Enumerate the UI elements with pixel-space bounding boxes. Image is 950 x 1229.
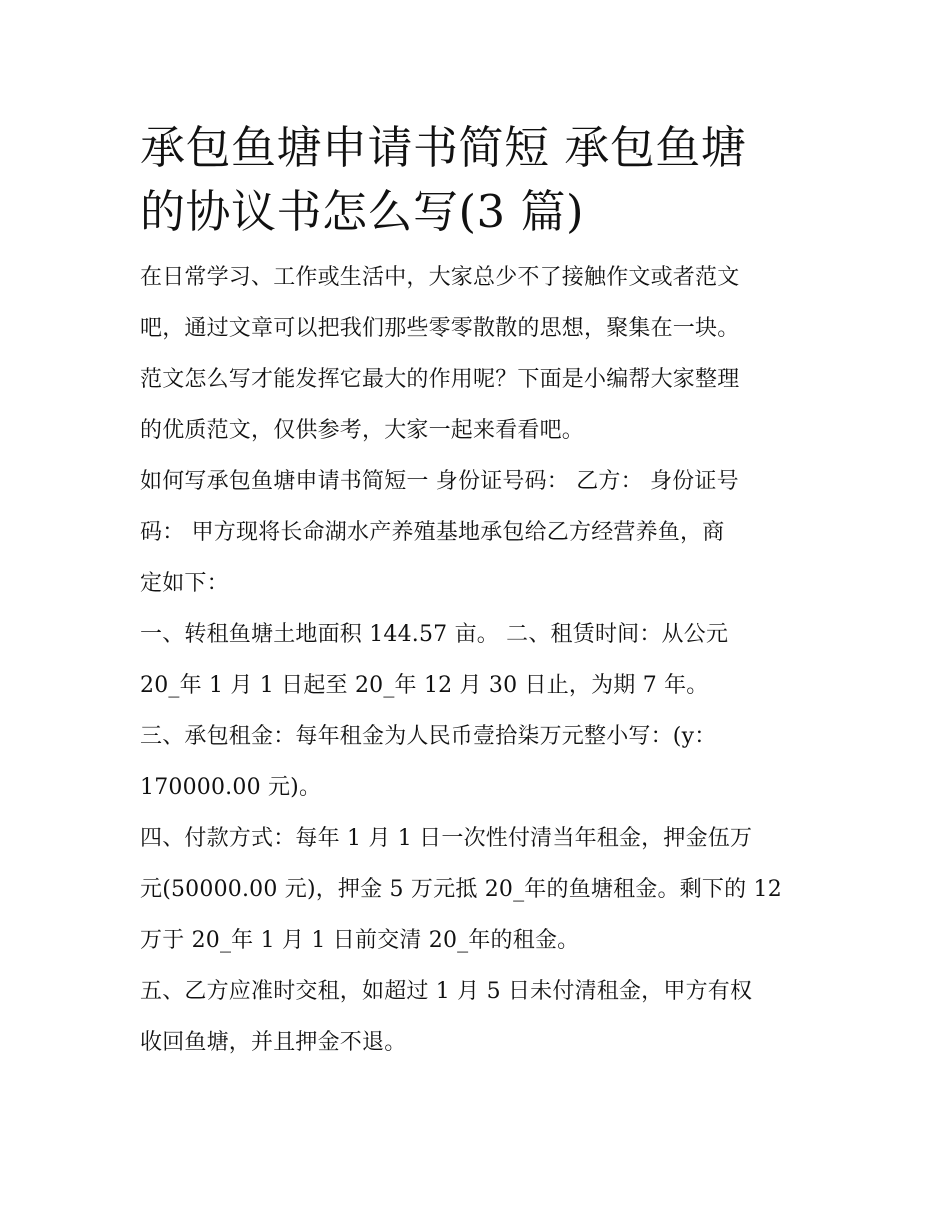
intro-paragraph (140, 252, 820, 456)
text-line: 范文怎么写才能发挥它最大的作用呢？下面是小编帮大家整理 (140, 367, 740, 392)
text-line: 如何写承包鱼塘申请书简短一 身份证号码： 乙方： 身份证号 (140, 469, 739, 494)
document-body (140, 116, 820, 1068)
text-line: 码： 甲方现将长命湖水产养殖基地承包给乙方经营养鱼，商 (140, 520, 725, 545)
text-line: 元(50000.00 元)，押金 5 万元抵 20_年的鱼塘租金。剩下的 12 (140, 877, 782, 902)
text-line: 四、付款方式：每年 1 月 1 日一次性付清当年租金，押金伍万 (140, 826, 753, 851)
text-line: 吧，通过文章可以把我们那些零零散散的思想，聚集在一块。 (140, 316, 740, 341)
text-line: 三、承包租金：每年租金为人民币壹拾柒万元整小写：(y： (140, 724, 717, 749)
clause-late-payment (140, 966, 820, 1068)
clause-rent (140, 711, 820, 813)
clause-payment (140, 813, 820, 966)
text-line: 在日常学习、工作或生活中，大家总少不了接触作文或者范文 (140, 265, 740, 290)
text-line: 20_年 1 月 1 日起至 20_年 12 月 30 日止，为期 7 年。 (140, 673, 709, 698)
title-line: 承包鱼塘申请书简短 承包鱼塘 (140, 121, 747, 174)
text-line: 收回鱼塘，并且押金不退。 (140, 1030, 407, 1055)
text-line: 定如下： (140, 571, 229, 596)
text-line: 五、乙方应准时交租，如超过 1 月 5 日未付清租金，甲方有权 (140, 979, 753, 1004)
title-line: 的协议书怎么写(3 篇) (140, 185, 585, 238)
contract-intro-paragraph (140, 456, 820, 609)
document-title (140, 116, 820, 244)
text-line: 170000.00 元)。 (140, 775, 322, 800)
text-line: 的优质范文，仅供参考，大家一起来看看吧。 (140, 418, 585, 443)
clause-area-term (140, 609, 820, 711)
text-line: 万于 20_年 1 月 1 日前交清 20_年的租金。 (140, 928, 580, 953)
text-line: 一、转租鱼塘土地面积 144.57 亩。 二、租赁时间：从公元 (140, 622, 729, 647)
